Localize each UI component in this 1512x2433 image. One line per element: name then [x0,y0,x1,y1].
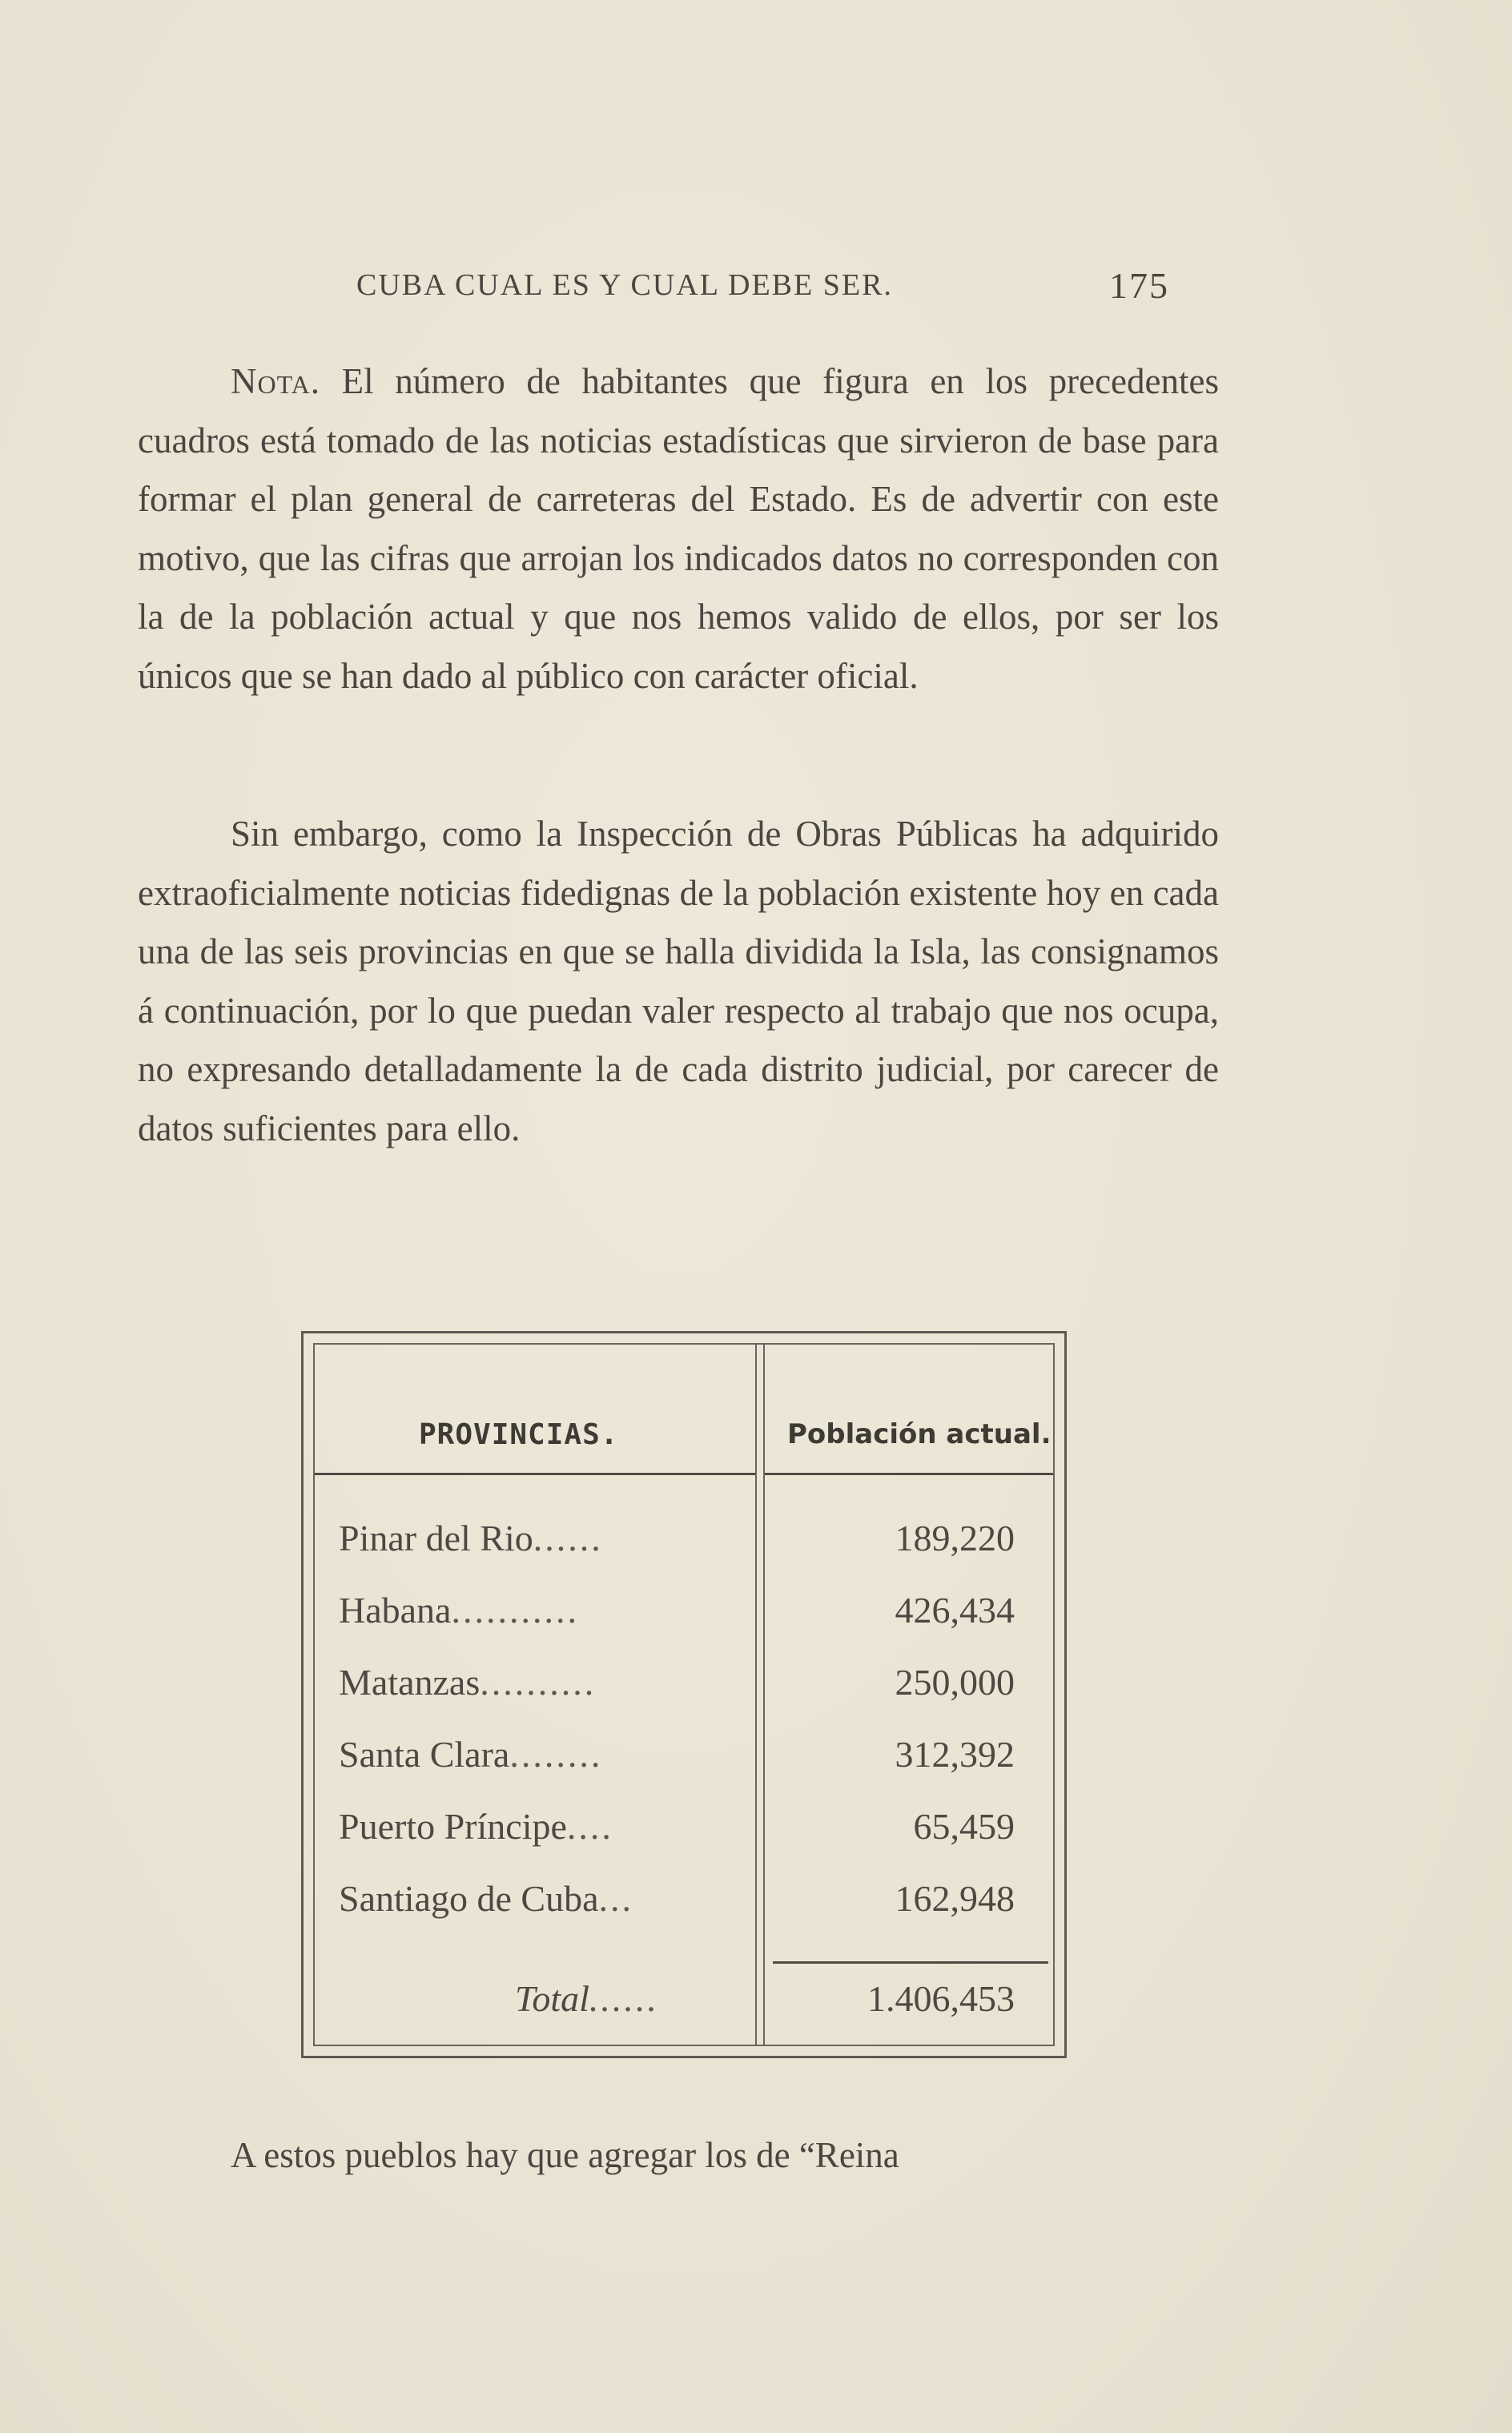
running-head [356,264,1169,304]
province-name: Santa Clara........ [339,1734,603,1775]
population-table [301,1331,1067,2058]
population-value: 312,392 [895,1734,1015,1775]
province-name: Puerto Príncipe.... [339,1806,613,1847]
header-rule-left [315,1473,755,1475]
header-population: Población actual. [787,1418,1052,1450]
header-rule-right [765,1473,1053,1475]
running-head-title: CUBA CUAL ES Y CUAL DEBE SER. [356,268,893,302]
population-value: 426,434 [895,1590,1015,1631]
population-value: 189,220 [895,1518,1015,1558]
table-row [315,1733,1053,1805]
total-label: Total...... [515,1978,659,2019]
province-name: Habana........... [339,1590,579,1631]
population-value: 250,000 [895,1662,1015,1703]
table-row [315,1661,1053,1733]
total-value: 1.406,453 [867,1978,1015,2019]
population-value: 65,459 [913,1806,1015,1847]
table-row [315,1589,1053,1661]
total-row [315,1977,1053,2049]
table-row [315,1877,1053,1949]
paragraph-sin-embargo: Sin embargo, como la Inspección de Obras Públicas ha adquirido extraoficialmente noticias fidedignas de la población existente hoy en cada una de las seis provincias en que se halla dividida la Isla, las consignamos á continuación, por lo que puedan valer respecto al trabajo que nos ocupa, no expresando detalladamente la de cada distrito judicial, por carecer de datos suficientes para ello. [138,814,1219,1148]
population-table-inner [313,1343,1055,2046]
nota-label: Nota. [231,361,320,401]
province-name: Santiago de Cuba... [339,1878,633,1919]
paragraph-final: A estos pueblos hay que agregar los de “Reina [231,2135,899,2175]
page-number: 175 [1109,265,1169,306]
table-row [315,1805,1053,1877]
table-row [315,1517,1053,1589]
province-name: Matanzas.......... [339,1662,597,1703]
paragraph-nota-text: El número de habitantes que figura en los precedentes cuadros está tomado de las noticias estadísticas que sirvieron de base para formar el plan general de carreteras del Estado. Es de advertir con este motivo, que las cifras que arrojan los indicados datos no corresponden con la de la población actual y que nos hemos valido de ellos, por ser los únicos que se han dado al público con carácter oficial. [138,361,1219,696]
population-value: 162,948 [895,1878,1015,1919]
province-name: Pinar del Rio...... [339,1518,603,1558]
header-provinces: PROVINCIAS. [419,1418,619,1451]
paragraph-nota [138,352,1219,706]
sum-rule [773,1961,1048,1964]
